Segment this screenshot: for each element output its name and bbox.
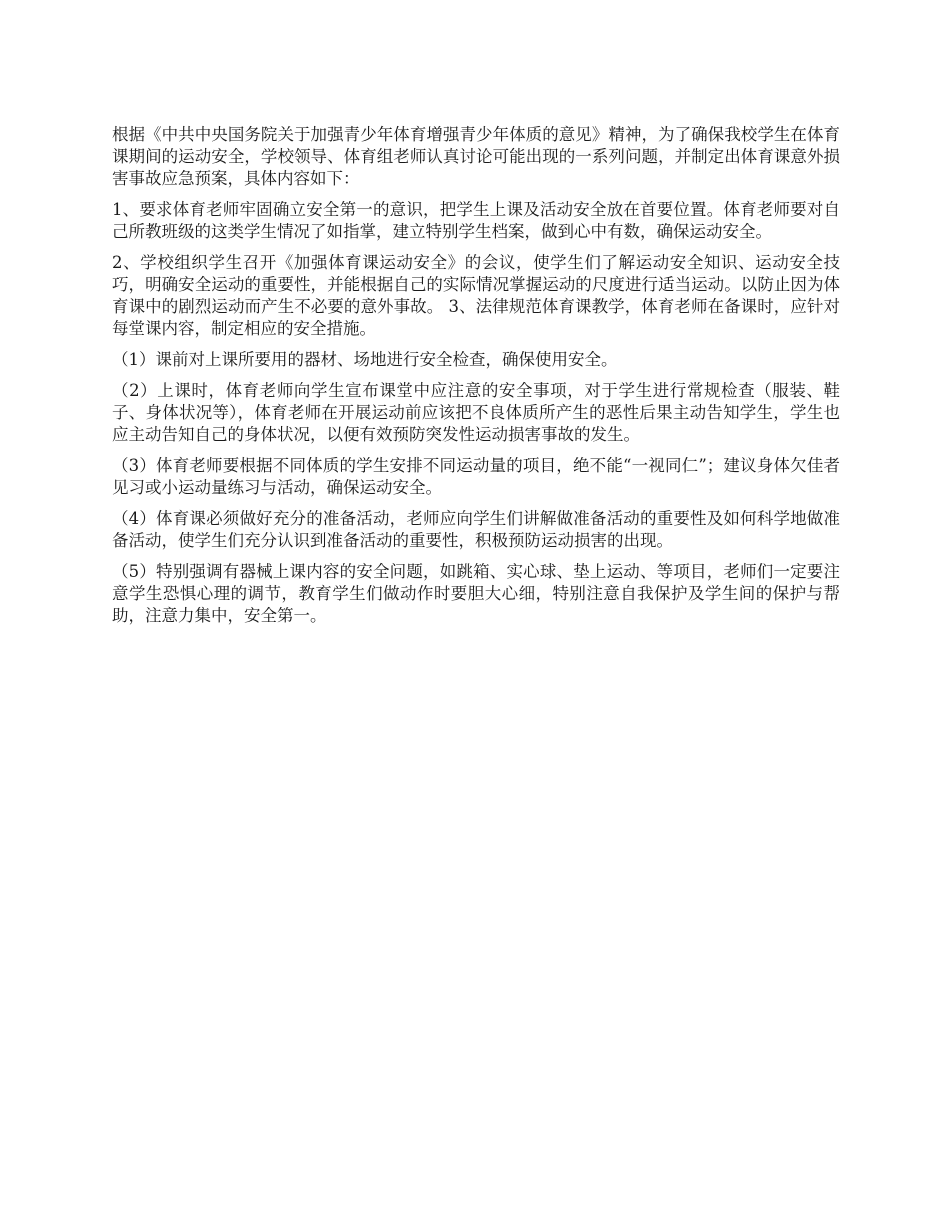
sub-item-4-paragraph: （4）体育课必须做好充分的准备活动，老师应向学生们讲解做准备活动的重要性及如何科学地做准备活动，使学生们充分认识到准备活动的重要性，积极预防运动损害的出现。 (112, 509, 840, 550)
sub-item-2-paragraph: （2）上课时，体育老师向学生宣布课堂中应注意的安全事项，对于学生进行常规检查（服装、鞋子、身体状况等），体育老师在开展运动前应该把不良体质所产生的恶性后果主动告知学生，学生也应主动告知自己的身体状况，以便有效预防突发性运动损害事故的发生。 (112, 381, 840, 444)
sub-item-5-paragraph: （5）特别强调有器械上课内容的安全问题，如跳箱、实心球、垫上运动、等项目，老师们一定要注意学生恐惧心理的调节，教育学生们做动作时要胆大心细，特别注意自我保护及学生间的保护与帮助，注意力集中，安全第一。 (112, 562, 840, 625)
sub-item-1-paragraph: （1）课前对上课所要用的器材、场地进行安全检查，确保使用安全。 (112, 350, 618, 369)
sub-item-3-paragraph: （3）体育老师要根据不同体质的学生安排不同运动量的项目，绝不能“一视同仁”；建议身体欠佳者见习或小运动量练习与活动，确保运动安全。 (112, 456, 840, 497)
intro-paragraph: 根据《中共中央国务院关于加强青少年体育增强青少年体质的意见》精神，为了确保我校学生在体育课期间的运动安全，学校领导、体育组老师认真讨论可能出现的一系列问题，并制定出体育课意外损害事故应急预案，具体内容如下： (112, 125, 840, 188)
item-1-paragraph: 1、要求体育老师牢固确立安全第一的意识，把学生上课及活动安全放在首要位置。体育老师要对自己所教班级的这类学生情况了如指掌，建立特别学生档案，做到心中有数，确保运动安全。 (112, 200, 840, 241)
document-page (112, 124, 840, 636)
item-2-3-paragraph: 2、学校组织学生召开《加强体育课运动安全》的会议，使学生们了解运动安全知识、运动安全技巧，明确安全运动的重要性，并能根据自己的实际情况掌握运动的尺度进行适当运动。以防止因为体育课中的剧烈运动而产生不必要的意外事故。 3、法律规范体育课教学，体育老师在备课时，应针对每堂课内容，制定相应的安全措施。 (112, 253, 840, 338)
